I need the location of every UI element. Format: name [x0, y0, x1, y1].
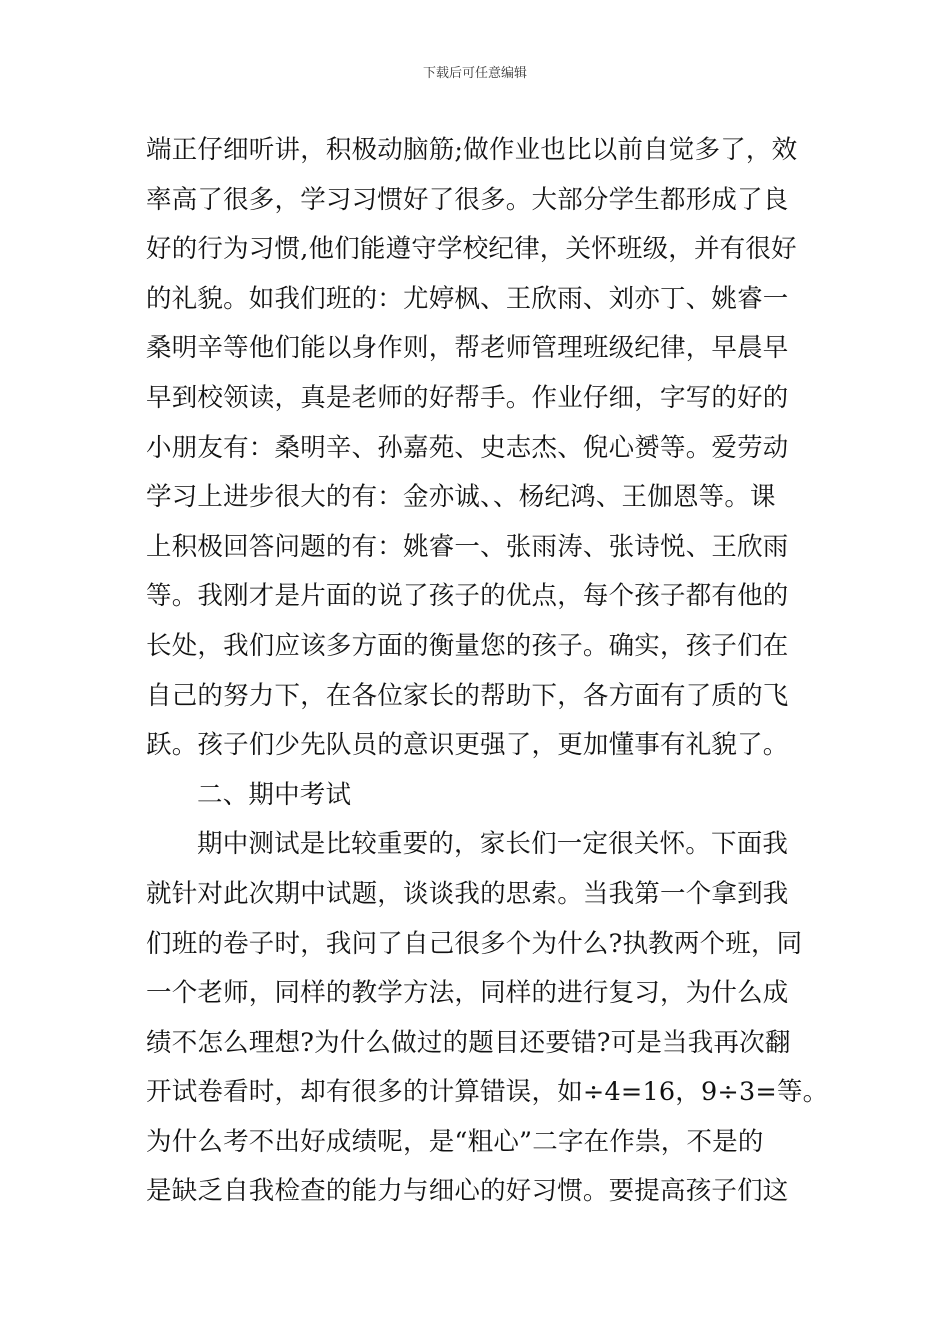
page-header: 下载后可任意编辑: [422, 66, 527, 81]
text-line: 跃。孩子们少先队员的意识更强了，更加懂事有礼貌了。: [146, 730, 789, 761]
text-line: 上积极回答问题的有：姚睿一、张雨涛、张诗悦、王欣雨: [146, 531, 789, 562]
text-line: 早到校领读，真是老师的好帮手。作业仔细，字写的好的: [146, 382, 789, 413]
text-line: 的礼貌。如我们班的：尤婷枫、王欣雨、刘亦丁、姚睿一: [146, 283, 789, 314]
text-line: 率高了很多，学习习惯好了很多。大部分学生都形成了良: [146, 184, 789, 215]
text-line: 自己的努力下，在各位家长的帮助下，各方面有了质的飞: [146, 680, 789, 711]
text-line: 就针对此次期中试题，谈谈我的思索。当我第一个拿到我: [146, 878, 789, 909]
text-line: 们班的卷子时，我问了自己很多个为什么?执教两个班，同: [146, 928, 803, 959]
text-line: 好的行为习惯,他们能遵守学校纪律，关怀班级，并有很好: [146, 234, 797, 265]
text-line: 一个老师，同样的教学方法，同样的进行复习，为什么成: [146, 978, 789, 1009]
text-line: 期中测试是比较重要的，家长们一定很关怀。下面我: [197, 829, 789, 860]
text-line: 开试卷看时，却有很多的计算错误，如÷4=16，9÷3=等。: [146, 1077, 829, 1108]
section-heading: 二、期中考试: [197, 779, 352, 810]
text-line: 小朋友有：桑明辛、孙嘉苑、史志杰、倪心赟等。爱劳动: [146, 432, 789, 463]
text-line: 为什么考不出好成绩呢，是“粗心”二字在作祟，不是的: [146, 1126, 764, 1157]
text-line: 桑明辛等他们能以身作则，帮老师管理班级纪律，早晨早: [146, 333, 789, 364]
text-line: 是缺乏自我检查的能力与细心的好习惯。要提高孩子们这: [146, 1176, 789, 1207]
text-line: 等。我刚才是片面的说了孩子的优点，每个孩子都有他的: [146, 581, 789, 612]
document-body: [146, 126, 829, 1217]
text-line: 绩不怎么理想?为什么做过的题目还要错?可是当我再次翻: [146, 1027, 791, 1058]
text-line: 学习上进步很大的有：金亦诚、、杨纪鸿、王伽恩等。课: [146, 482, 776, 513]
text-line: 端正仔细听讲，积极动脑筋;做作业也比以前自觉多了，效: [146, 135, 798, 165]
text-line: 长处，我们应该多方面的衡量您的孩子。确实，孩子们在: [146, 630, 789, 661]
